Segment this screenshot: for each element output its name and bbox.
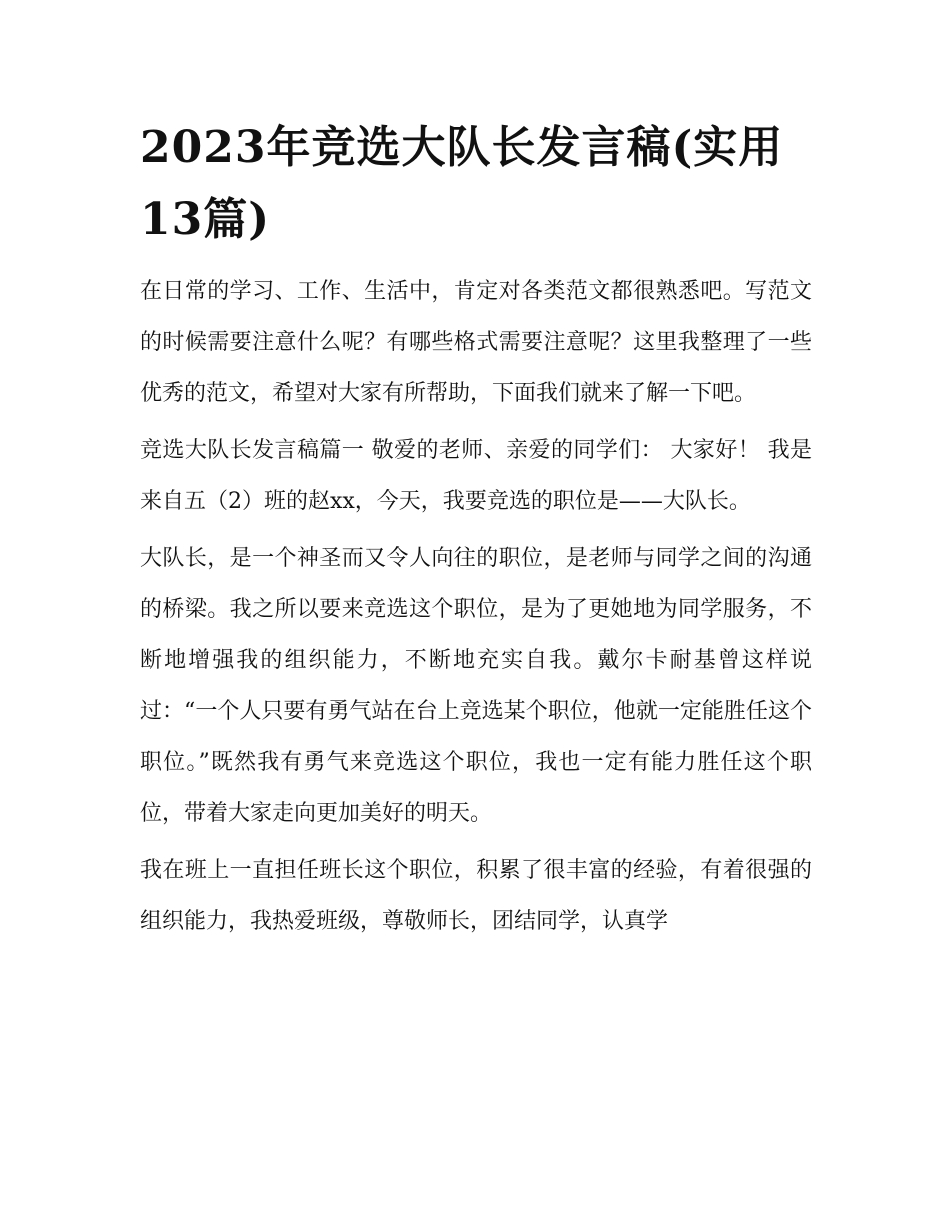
speech-opening-paragraph: 竞选大队长发言稿篇一 敬爱的老师、亲爱的同学们： 大家好！ 我是来自五（2）班的赵xx，今天，我要竞选的职位是——大队长。	[140, 438, 812, 514]
document-title: 2023年竞选大队长发言稿(实用13篇)	[140, 122, 784, 245]
intro-paragraph: 在日常的学习、工作、生活中，肯定对各类范文都很熟悉吧。写范文的时候需要注意什么呢？有哪些格式需要注意呢？这里我整理了一些优秀的范文，希望对大家有所帮助，下面我们就来了解一下吧。	[140, 279, 812, 406]
document-body	[140, 112, 812, 953]
speech-body-paragraph: 大队长，是一个神圣而又令人向往的职位，是老师与同学之间的沟通的桥梁。我之所以要来竞选这个职位，是为了更她地为同学服务，不断地增强我的组织能力，不断地充实自我。戴尔卡耐基曾这样说过：“一个人只要有勇气站在台上竞选某个职位，他就一定能胜任这个职位。”既然我有勇气来竞选这个职位，我也一定有能力胜任这个职位，带着大家走向更加美好的明天。	[140, 546, 812, 826]
speech-experience-paragraph: 我在班上一直担任班长这个职位，积累了很丰富的经验，有着很强的组织能力，我热爱班级，尊敬师长，团结同学，认真学	[140, 858, 812, 934]
